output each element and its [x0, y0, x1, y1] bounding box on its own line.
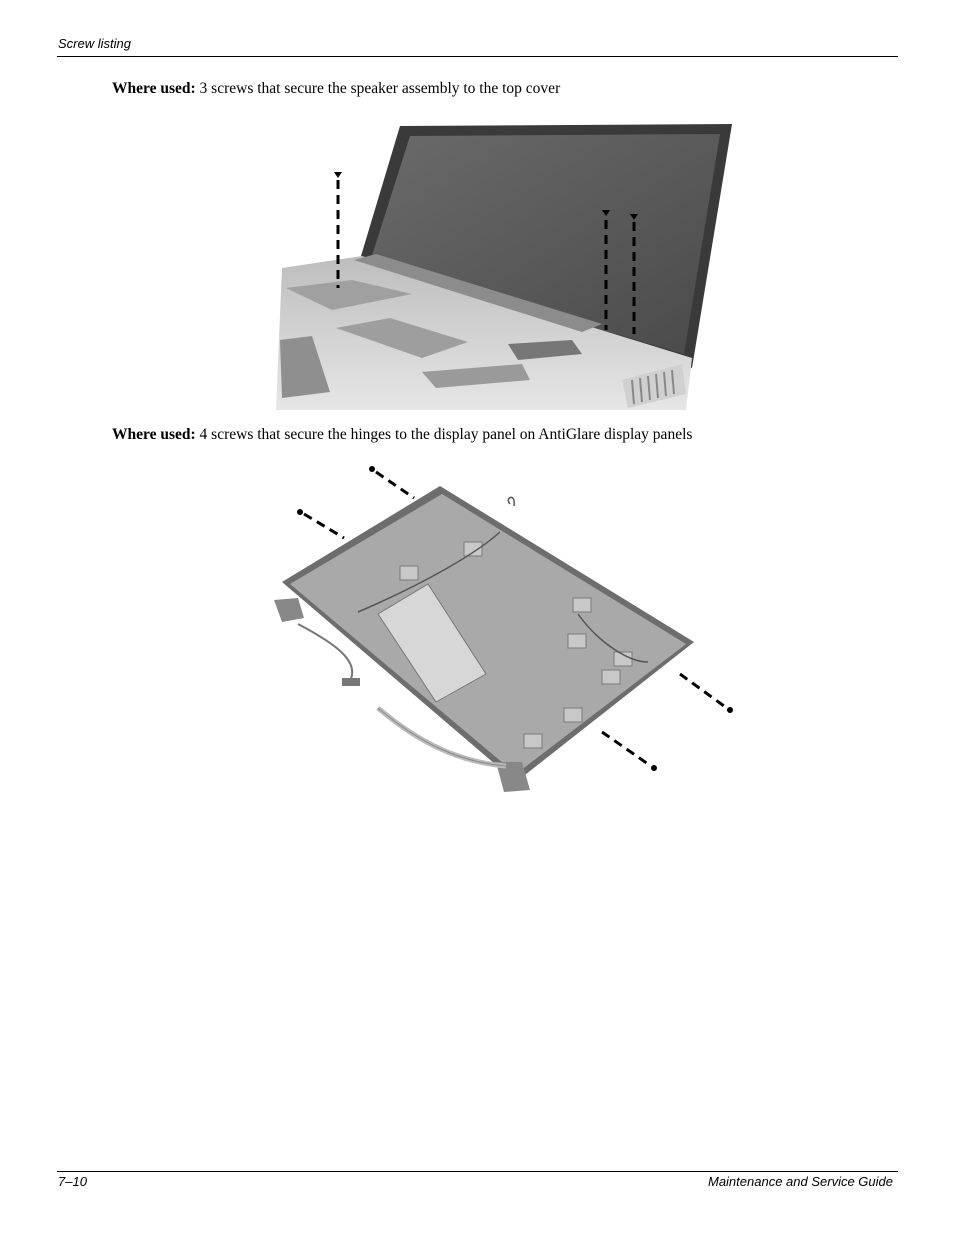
where-used-paragraph-1 — [112, 80, 560, 98]
laptop-top-cover-screws-illustration — [272, 118, 742, 410]
display-panel-hinge-screws-illustration — [268, 462, 748, 812]
where-used-text-1: 3 screws that secure the speaker assembly to the top cover — [199, 80, 561, 97]
guide-title: Maintenance and Service Guide — [707, 1174, 893, 1189]
page-number: 7–10 — [58, 1174, 87, 1189]
where-used-paragraph-2 — [112, 426, 692, 444]
footer-rule — [57, 1171, 898, 1172]
header-rule — [57, 56, 898, 57]
where-used-label-2: Where used: — [112, 426, 196, 443]
where-used-text-2: 4 screws that secure the hinges to the display panel on AntiGlare display panels — [199, 426, 693, 443]
where-used-label-1: Where used: — [112, 80, 196, 97]
section-title: Screw listing — [58, 36, 131, 51]
